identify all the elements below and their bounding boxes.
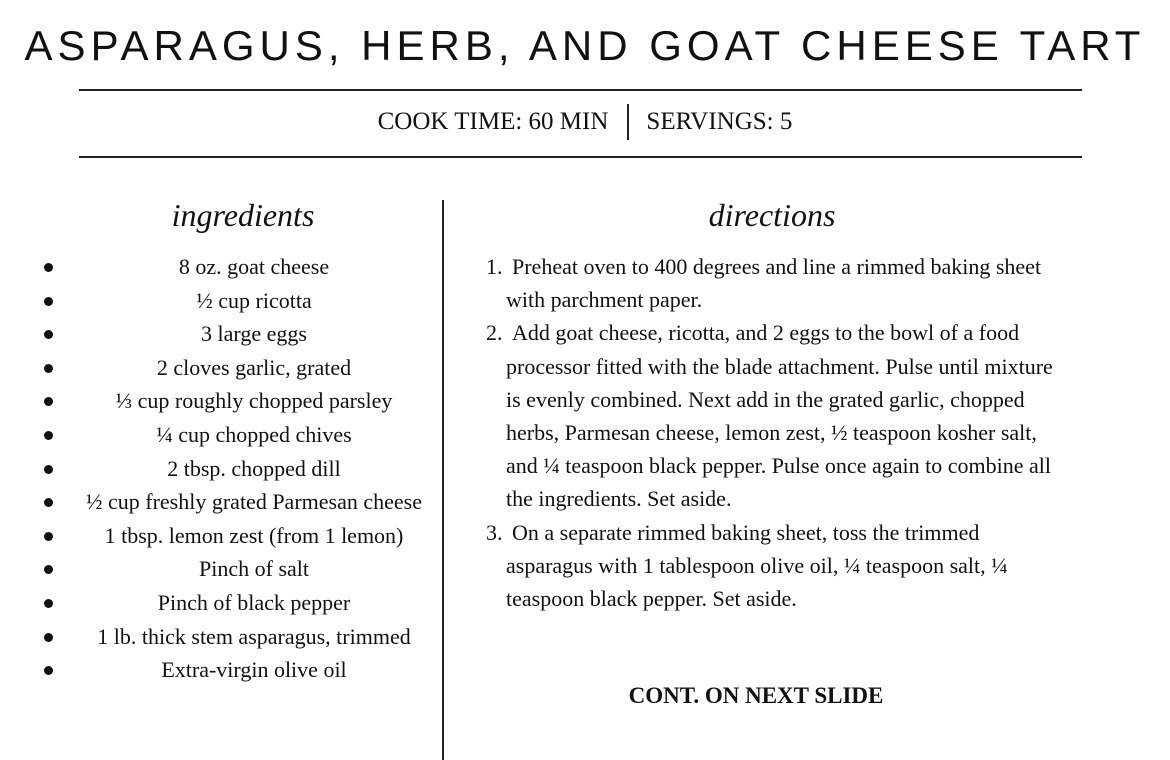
step-text: Add goat cheese, ricotta, and 2 eggs to the bowl of a food processor fitted with the blade attachment. Pulse until mixture is evenly combined. Next add in the grated garlic, chopped herbs, Parmesan cheese, lemon zest, ½ teaspoon kosher salt, and ¼ teaspoon black pepper. Pulse once again to combine all the ingredients. Set aside. xyxy=(506,320,1053,512)
continued-note: CONT. ON NEXT SLIDE xyxy=(628,683,884,708)
bullet-icon xyxy=(44,330,53,339)
meta-separator xyxy=(627,104,629,140)
bullet-icon xyxy=(44,666,53,675)
direction-step xyxy=(484,516,1064,616)
top-rule xyxy=(79,89,1082,91)
ingredients-list xyxy=(40,250,450,687)
cook-time: COOK TIME: 60 MIN xyxy=(377,108,609,135)
ingredient-item: 8 oz. goat cheese xyxy=(40,250,450,284)
ingredient-item: 1 tbsp. lemon zest (from 1 lemon) xyxy=(40,519,450,553)
ingredient-item: Extra-virgin olive oil xyxy=(40,653,450,687)
ingredient-item: Pinch of salt xyxy=(40,552,450,586)
bullet-icon xyxy=(44,498,53,507)
servings: SERVINGS: 5 xyxy=(646,108,793,135)
directions-list xyxy=(484,250,1064,615)
ingredient-item: Pinch of black pepper xyxy=(40,586,450,620)
ingredient-item: ½ cup freshly grated Parmesan cheese xyxy=(40,485,450,519)
bullet-icon xyxy=(44,364,53,373)
ingredient-item: 3 large eggs xyxy=(40,317,450,351)
ingredient-item: ⅓ cup roughly chopped parsley xyxy=(40,384,450,418)
direction-step xyxy=(484,316,1064,515)
step-text: Preheat oven to 400 degrees and line a rimmed baking sheet with parchment paper. xyxy=(506,254,1042,313)
bullet-icon xyxy=(44,297,53,306)
bullet-icon xyxy=(44,397,53,406)
bottom-rule xyxy=(79,156,1082,158)
bullet-icon xyxy=(44,532,53,541)
bullet-icon xyxy=(44,263,53,272)
recipe-title: ASPARAGUS, HERB, AND GOAT CHEESE TART xyxy=(24,22,1146,69)
step-number: 1. xyxy=(486,254,503,279)
direction-step xyxy=(484,250,1064,316)
ingredient-item: ¼ cup chopped chives xyxy=(40,418,450,452)
directions-heading: directions xyxy=(708,197,836,233)
step-number: 3. xyxy=(486,519,503,545)
bullet-icon xyxy=(44,565,53,574)
ingredient-item: 2 tbsp. chopped dill xyxy=(40,452,450,486)
ingredient-item: ½ cup ricotta xyxy=(40,284,450,318)
recipe-meta xyxy=(0,104,1170,140)
ingredient-item: 1 lb. thick stem asparagus, trimmed xyxy=(40,620,450,654)
ingredients-heading: ingredients xyxy=(171,197,315,233)
step-number: 2. xyxy=(486,320,503,346)
bullet-icon xyxy=(44,431,53,440)
ingredient-item: 2 cloves garlic, grated xyxy=(40,351,450,385)
bullet-icon xyxy=(44,465,53,474)
bullet-icon xyxy=(44,599,53,608)
step-text: On a separate rimmed baking sheet, toss the trimmed asparagus with 1 tablespoon olive oil, ¼ teaspoon salt, ¼ teaspoon black pepper. Set aside. xyxy=(506,519,1008,612)
bullet-icon xyxy=(44,633,53,642)
